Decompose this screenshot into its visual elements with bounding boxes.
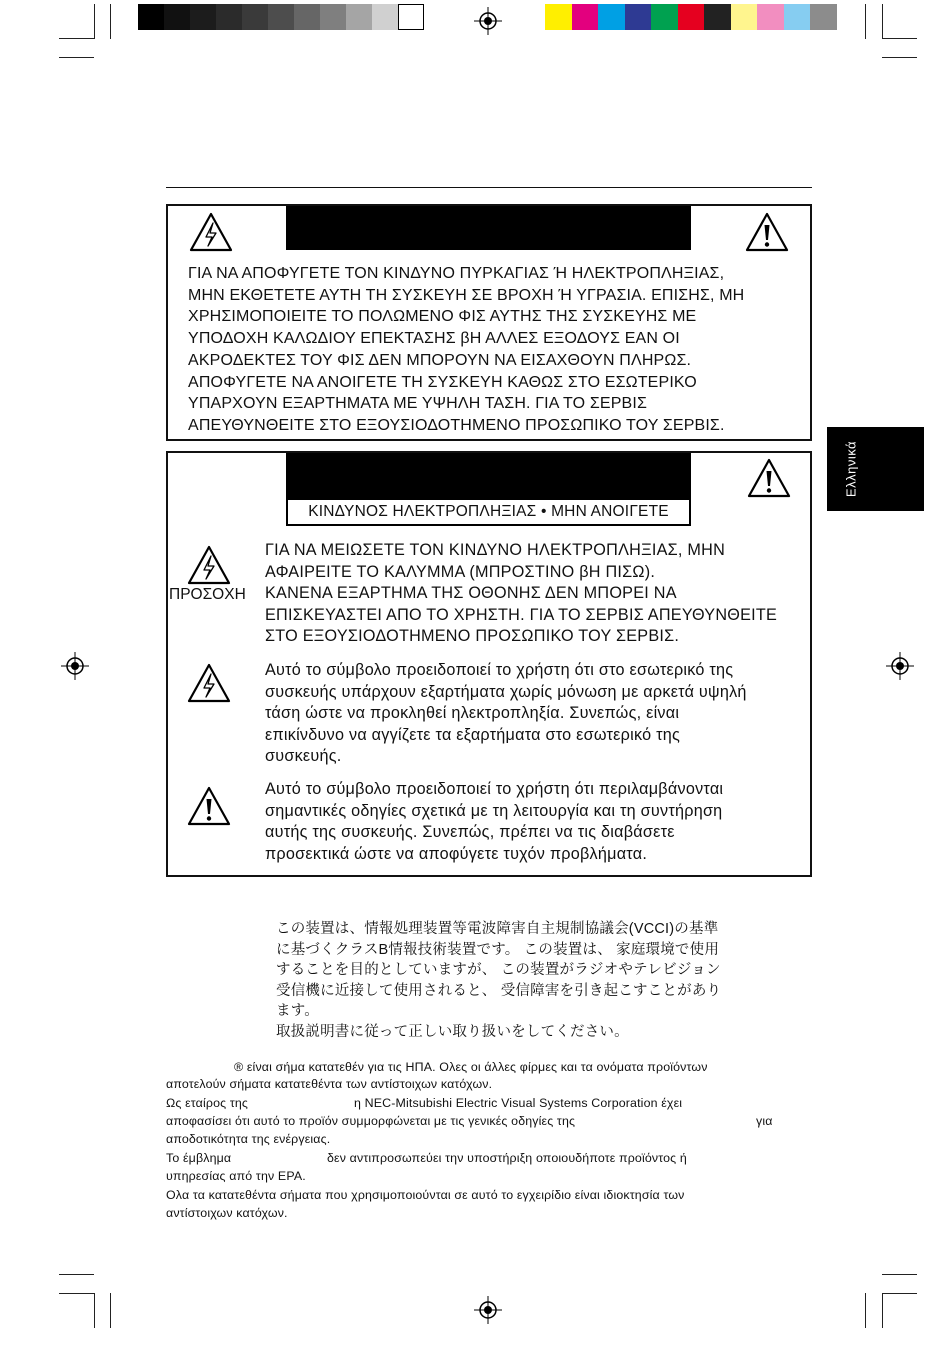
emblem-text-c: υπηρεσίας από την EPA. [166, 1169, 306, 1183]
header-rule [166, 187, 812, 188]
emblem-text-b: δεν αντιπροσωπεύει την υποστήριξη οποιουδήποτε προϊόντος ή [327, 1151, 687, 1165]
partner-text-c: αποφασίσει ότι αυτό το προϊόν συμμορφώνεται με τις γενικές οδηγίες της [166, 1114, 576, 1128]
language-tab-label: Ελληνικά [843, 440, 859, 498]
partner-text-e: αποδοτικότητα της ενέργειας. [166, 1132, 331, 1146]
caution-subheader: ΚΙΝΔΥΝΟΣ ΗΛΕΚΤΡΟΠΛΗΞΙΑΣ • ΜΗΝ ΑΝΟΙΓΕΤΕ [286, 498, 691, 526]
crop-mark [865, 4, 866, 39]
crop-mark [59, 1274, 94, 1275]
process-color-swatch [704, 4, 731, 30]
registration-mark-icon [886, 652, 914, 680]
gray-ramp-swatch [346, 4, 372, 30]
emblem-text-a: Το έμβλημα [166, 1151, 232, 1165]
trademark-line-2: αποτελούν σήματα κατατεθέντα των αντίστοιχων κατόχων. [166, 1077, 493, 1091]
lightning-triangle-icon [189, 212, 233, 252]
gray-ramp-swatch [320, 4, 346, 30]
exclamation-symbol-description: Αυτό το σύμβολο προειδοποιεί το χρήστη ότι περιλαμβάνονται σημαντικές οδηγίες σχετικά με τη λειτουργία και τη συντήρηση αυτής της συσκευής. Συνεπώς, πρέπει να τις διαβάσετε προσεκτικά ώστε να αποφύγετε τυχόν προβλήματα. [265, 780, 724, 863]
crop-mark [110, 4, 111, 39]
lightning-triangle-icon [187, 545, 231, 585]
vcci-notice: この装置は、情報処理装置等電波障害自主規制協議会(VCCI)の基準 に基づくクラスB情報技術装置です。 この装置は、 家庭環境で使用 することを目的としていますが、 この装置がラジオやテレビジョン 受信機に近接して使用されると、 受信障害を引き起こすことがあり ます。 取扱説明書に従って正しい取り扱いをしてください。 [276, 921, 722, 1040]
process-color-swatch [545, 4, 572, 30]
crop-mark [882, 38, 917, 39]
crop-mark [882, 4, 883, 39]
gray-ramp-swatch [398, 4, 424, 30]
registration-mark-icon [474, 1296, 502, 1324]
process-color-swatch [731, 4, 758, 30]
partner-text-b: η NEC-Mitsubishi Electric Visual Systems Corporation έχει [354, 1096, 683, 1110]
caution-text: ΓΙΑ ΝΑ ΜΕΙΩΣΕΤΕ ΤΟΝ ΚΙΝΔΥΝΟ ΗΛΕΚΤΡΟΠΛΗΞΙΑΣ, ΜΗΝ ΑΦΑΙΡΕΙΤΕ ΤΟ ΚΑΛΥΜΜΑ (ΜΠΡΟΣΤΙΝΟ βΗ ΠΙΣΩ). ΚΑΝΕΝΑ ΕΞΑΡΤΗΜΑ ΤΗΣ ΟΘΟΝΗΣ ΔΕΝ ΜΠΟΡΕΙ ΝΑ ΕΠΙΣΚΕΥΑΣΤΕΙ ΑΠΟ ΤΟ ΧΡΗΣΤΗ. ΓΙΑ ΤΟ ΣΕΡΒΙΣ ΑΠΕΥΘΥΝΘΕΙΤΕ ΣΤΟ ΕΞΟΥΣΙΟΔΟΤΗΜΕΝΟ ΠΡΟΣΩΠΙΚΟ ΤΟΥ ΣΕΡΒΙΣ. [265, 541, 778, 646]
process-color-swatch [678, 4, 705, 30]
gray-ramp-swatch [216, 4, 242, 30]
gray-ramp-swatch [242, 4, 268, 30]
caution-title-bar [286, 453, 691, 499]
crop-mark [94, 4, 95, 39]
lightning-triangle-icon [187, 663, 231, 703]
gray-ramp-swatch [164, 4, 190, 30]
crop-mark [94, 1293, 95, 1328]
exclamation-triangle-icon [187, 786, 231, 826]
process-color-swatch [784, 4, 811, 30]
process-color-swatch [598, 4, 625, 30]
partner-text-a: Ως εταίρος της [166, 1096, 249, 1110]
crop-mark [59, 38, 94, 39]
gray-ramp-swatch [190, 4, 216, 30]
crop-mark [882, 1274, 917, 1275]
partner-text-d: για [756, 1114, 773, 1128]
warning-title-bar [286, 206, 691, 250]
crop-mark [59, 57, 94, 58]
language-tab [827, 427, 924, 511]
caution-label: ΠΡΟΣΟΧΗ [169, 586, 246, 603]
process-color-swatch [757, 4, 784, 30]
registration-mark-icon [61, 652, 89, 680]
exclamation-triangle-icon [747, 458, 791, 498]
process-color-swatch [625, 4, 652, 30]
gray-ramp-swatch [138, 4, 164, 30]
gray-ramp-swatch [268, 4, 294, 30]
crop-mark [882, 1293, 883, 1328]
lightning-symbol-description: Αυτό το σύμβολο προειδοποιεί το χρήστη ότι στο εσωτερικό της συσκευής υπάρχουν εξαρτήματα χωρίς μόνωση με αρκετά υψηλή τάση ώστε να προκληθεί ηλεκτροπληξία. Συνεπώς, είναι επικίνδυνο να αγγίζετε τα εξαρτήματα στο εσωτερικό της συσκευής. [265, 661, 747, 766]
exclamation-triangle-icon [745, 212, 789, 252]
warning-text: ΓΙΑ ΝΑ ΑΠΟΦΥΓΕΤΕ ΤΟΝ ΚΙΝΔΥΝΟ ΠΥΡΚΑΓΙΑΣ Ή ΗΛΕΚΤΡΟΠΛΗΞΙΑΣ, ΜΗΝ ΕΚΘΕΤΕΤΕ ΑΥΤΗ ΤΗ ΣΥΣΚΕΥΗ ΣΕ ΒΡΟΧΗ Ή ΥΓΡΑΣΙΑ. ΕΠΙΣΗΣ, ΜΗ ΧΡΗΣΙΜΟΠΟΙΕΙΤΕ ΤΟ ΠΟΛΩΜΕΝΟ ΦΙΣ ΑΥΤΗΣ ΤΗΣ ΣΥΣΚΕΥΗΣ ΜΕ ΥΠΟΔΟΧΗ ΚΑΛΩΔΙΟΥ ΕΠΕΚΤΑΣΗΣ βΗ ΑΛΛΕΣ ΕΞΟΔΟΥΣ ΕΑΝ ΟΙ ΑΚΡΟΔΕΚΤΕΣ ΤΟΥ ΦΙΣ ΔΕΝ ΜΠΟΡΟΥΝ ΝΑ ΕΙΣΑΧΘΟΥΝ ΠΛΗΡΩΣ. ΑΠΟΦΥΓΕΤΕ ΝΑ ΑΝΟΙΓΕΤΕ ΤΗ ΣΥΣΚΕΥΗ ΚΑΘΩΣ ΣΤΟ ΕΣΩΤΕΡΙΚΟ ΥΠΑΡΧΟΥΝ ΕΞΑΡΤΗΜΑΤΑ ΜΕ ΥΨΗΛΗ ΤΑΣΗ. ΓΙΑ ΤΟ ΣΕΡΒΙΣ ΑΠΕΥΘΥΝΘΕΙΤΕ ΣΤΟ ΕΞΟΥΣΙΟΔΟΤΗΜΕΝΟ ΠΡΟΣΩΠΙΚΟ ΤΟΥ ΣΕΡΒΙΣ. [188, 265, 745, 434]
crop-mark [59, 1293, 94, 1294]
process-color-swatch [572, 4, 599, 30]
crop-mark [865, 1293, 866, 1328]
all-marks-line-1: Ολα τα κατατεθέντα σήματα που χρησιμοποιούνται σε αυτό το εγχειρίδιο είναι ιδιοκτησία των [166, 1188, 685, 1202]
gray-ramp-swatch [372, 4, 398, 30]
crop-mark [882, 1293, 917, 1294]
gray-ramp-swatch [294, 4, 320, 30]
registration-mark-icon [474, 7, 502, 35]
crop-mark [882, 57, 917, 58]
all-marks-line-2: αντίστοιχων κατόχων. [166, 1206, 288, 1220]
trademark-line-1: ® είναι σήμα κατατεθέν για τις ΗΠΑ. Ολες οι άλλες φίρμες και τα ονόματα προϊόντων [234, 1060, 708, 1074]
process-color-swatch [651, 4, 678, 30]
process-color-swatch [810, 4, 837, 30]
crop-mark [110, 1293, 111, 1328]
